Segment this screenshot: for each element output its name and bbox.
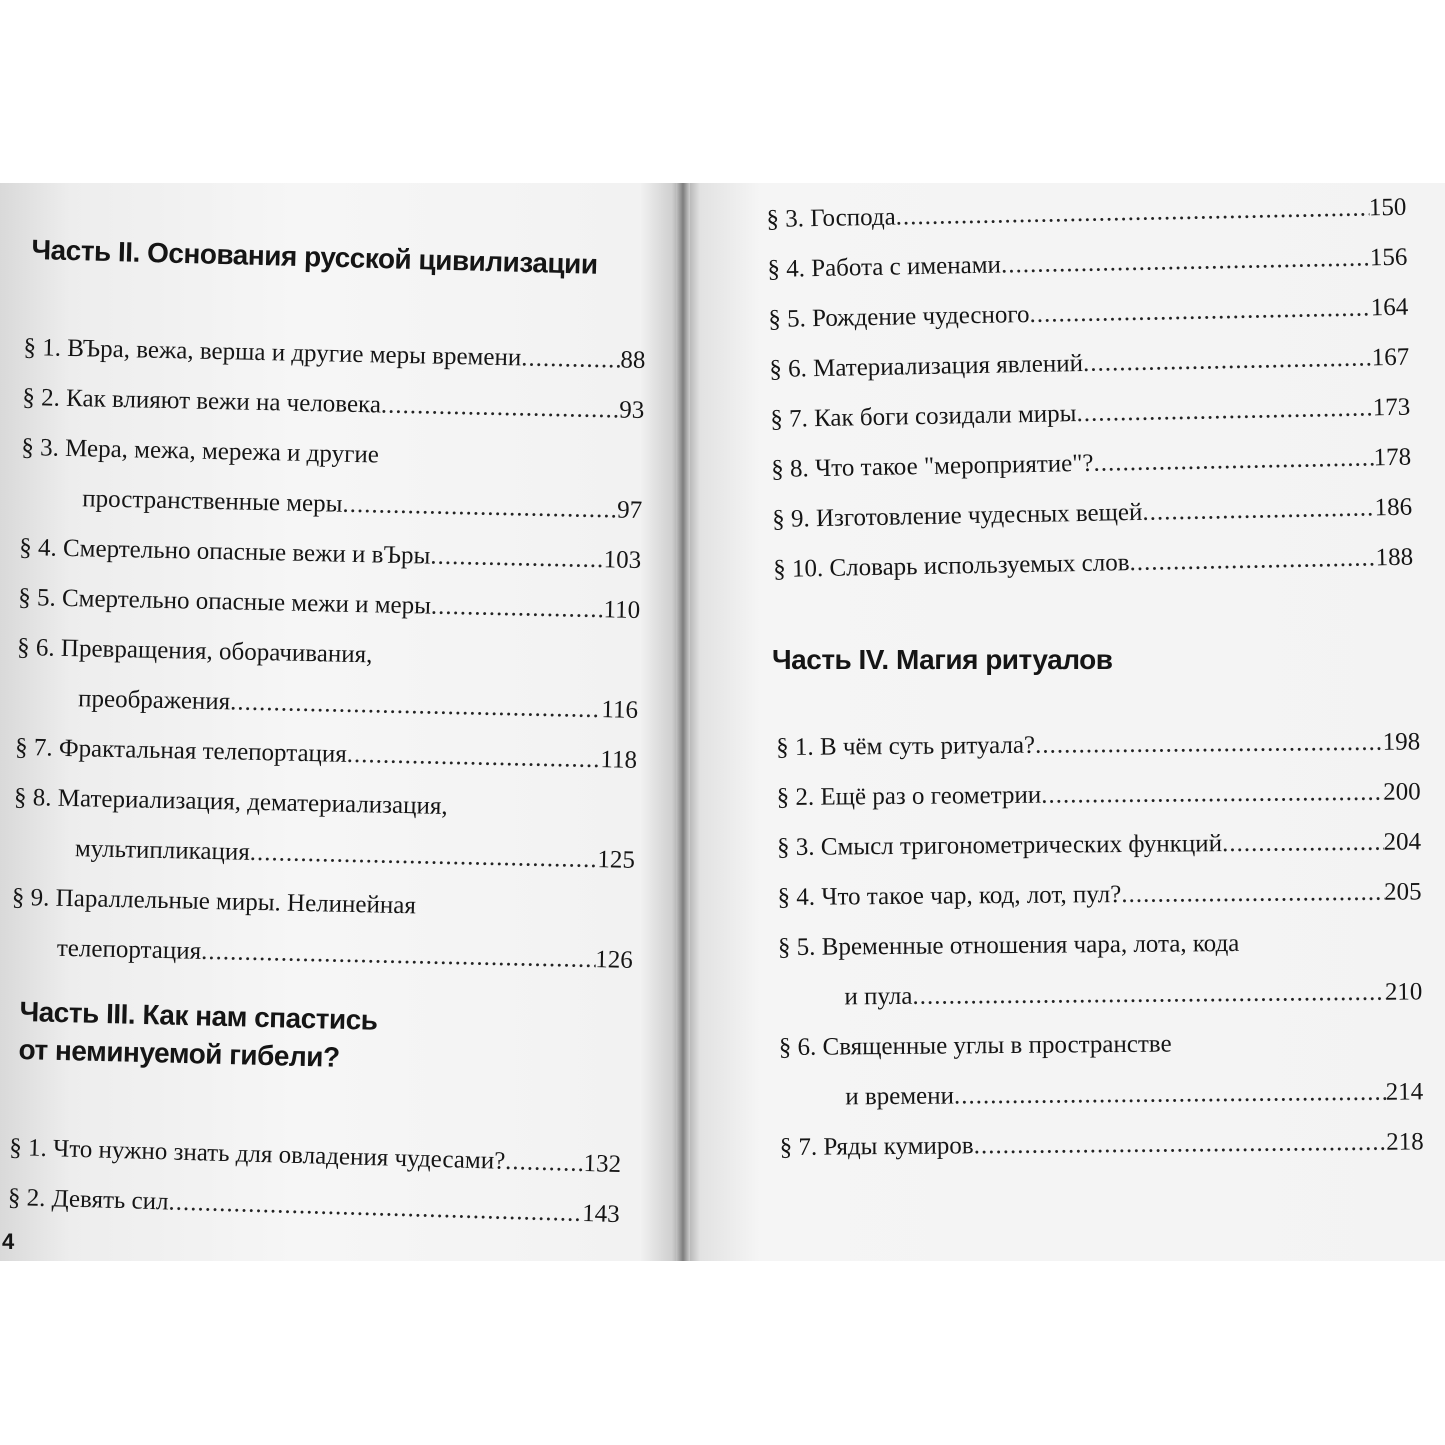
toc-entry-line1: § 6. Священные углы в пространстве (778, 1030, 1172, 1061)
part3-cont-toc (766, 183, 1414, 595)
toc-entry[interactable]: и времени ..... 214 (779, 1067, 1423, 1123)
toc-entry[interactable]: § 2. Ещё раз о геометрии ..... 200 (776, 767, 1420, 823)
toc-entry-line1: § 9. Параллельные миры. Нелинейная (11, 883, 417, 920)
book-gutter (676, 183, 690, 1261)
toc-entry[interactable]: пространственные меры ..... 97 (20, 473, 643, 536)
part2-heading: Часть II. Основания русской цивилизации (31, 233, 599, 280)
part3-heading-line1: Часть III. Как нам спастись (19, 995, 378, 1036)
right-page (690, 183, 1445, 1261)
toc-entry-line1: § 5. Временные отношения чара, лота, кода (777, 929, 1240, 961)
toc-entry[interactable]: § 2. Девять сил ..... 143 (7, 1173, 620, 1240)
toc-entry[interactable]: § 2. Как влияют вежи на человека ..... 93 (22, 373, 645, 436)
toc-entry[interactable]: § 7. Фрактальная телепортация ..... 118 (15, 723, 638, 786)
toc-entry-line1: § 6. Превращения, оборачивания, (16, 633, 373, 669)
part3-heading-line2: от неминуемой гибели? (18, 1033, 340, 1073)
part3-toc (7, 1123, 622, 1240)
part4-heading: Часть IV. Магия ритуалов (772, 644, 1113, 675)
toc-entry[interactable]: § 1. ВЪра, вежа, верша и другие меры времени ..... 88 (23, 323, 646, 386)
toc-entry[interactable]: § 1. Что нужно знать для овладения чудесами? ..... 132 (9, 1123, 622, 1190)
left-page (0, 183, 676, 1261)
toc-entry[interactable]: § 4. Смертельно опасные вежи и вЪры ..... 103 (19, 523, 642, 586)
toc-entry[interactable]: § 9. Изготовление чудесных вещей ..... 186 (772, 483, 1413, 545)
toc-entry[interactable]: § 8. Что такое "мероприятие"? ..... 178 (771, 433, 1412, 495)
toc-entry[interactable]: § 7. Ряды кумиров ..... 218 (779, 1117, 1423, 1173)
toc-entry[interactable]: и пула ..... 210 (778, 967, 1422, 1023)
toc-entry[interactable]: § 5. Рождение чудесного ..... 164 (768, 283, 1409, 345)
toc-entry[interactable]: телепортация ..... 126 (10, 923, 633, 986)
toc-entry[interactable]: § 4. Что такое чар, код, лот, пул? ..... 205 (777, 867, 1421, 923)
toc-entry[interactable]: § 5. Смертельно опасные межи и меры ..... 110 (18, 573, 641, 636)
toc-entry[interactable]: § 1. В чём суть ритуала? ..... 198 (776, 717, 1420, 773)
toc-entry-line1: § 3. Мера, межа, мережа и другие (21, 433, 380, 469)
toc-entry[interactable]: § 3. Господа ..... 150 (766, 183, 1407, 245)
part2-toc (10, 323, 645, 986)
part4-toc (776, 717, 1424, 1173)
book-spread (0, 183, 1445, 1261)
toc-entry[interactable]: § 3. Смысл тригонометрических функций ..... 204 (777, 817, 1421, 873)
toc-entry-line1: § 8. Материализация, дематериализация, (13, 783, 448, 820)
toc-entry[interactable]: § 6. Материализация явлений ..... 167 (769, 333, 1410, 395)
toc-entry[interactable]: § 10. Словарь используемых слов ..... 188 (773, 533, 1414, 595)
page-number: 4 (2, 1229, 15, 1254)
toc-entry[interactable]: мультипликация ..... 125 (12, 823, 635, 886)
toc-entry[interactable]: преображения ..... 116 (16, 673, 639, 736)
toc-entry[interactable]: § 4. Работа с именами ..... 156 (767, 233, 1408, 295)
toc-entry[interactable]: § 7. Как боги созидали миры ..... 173 (770, 383, 1411, 445)
